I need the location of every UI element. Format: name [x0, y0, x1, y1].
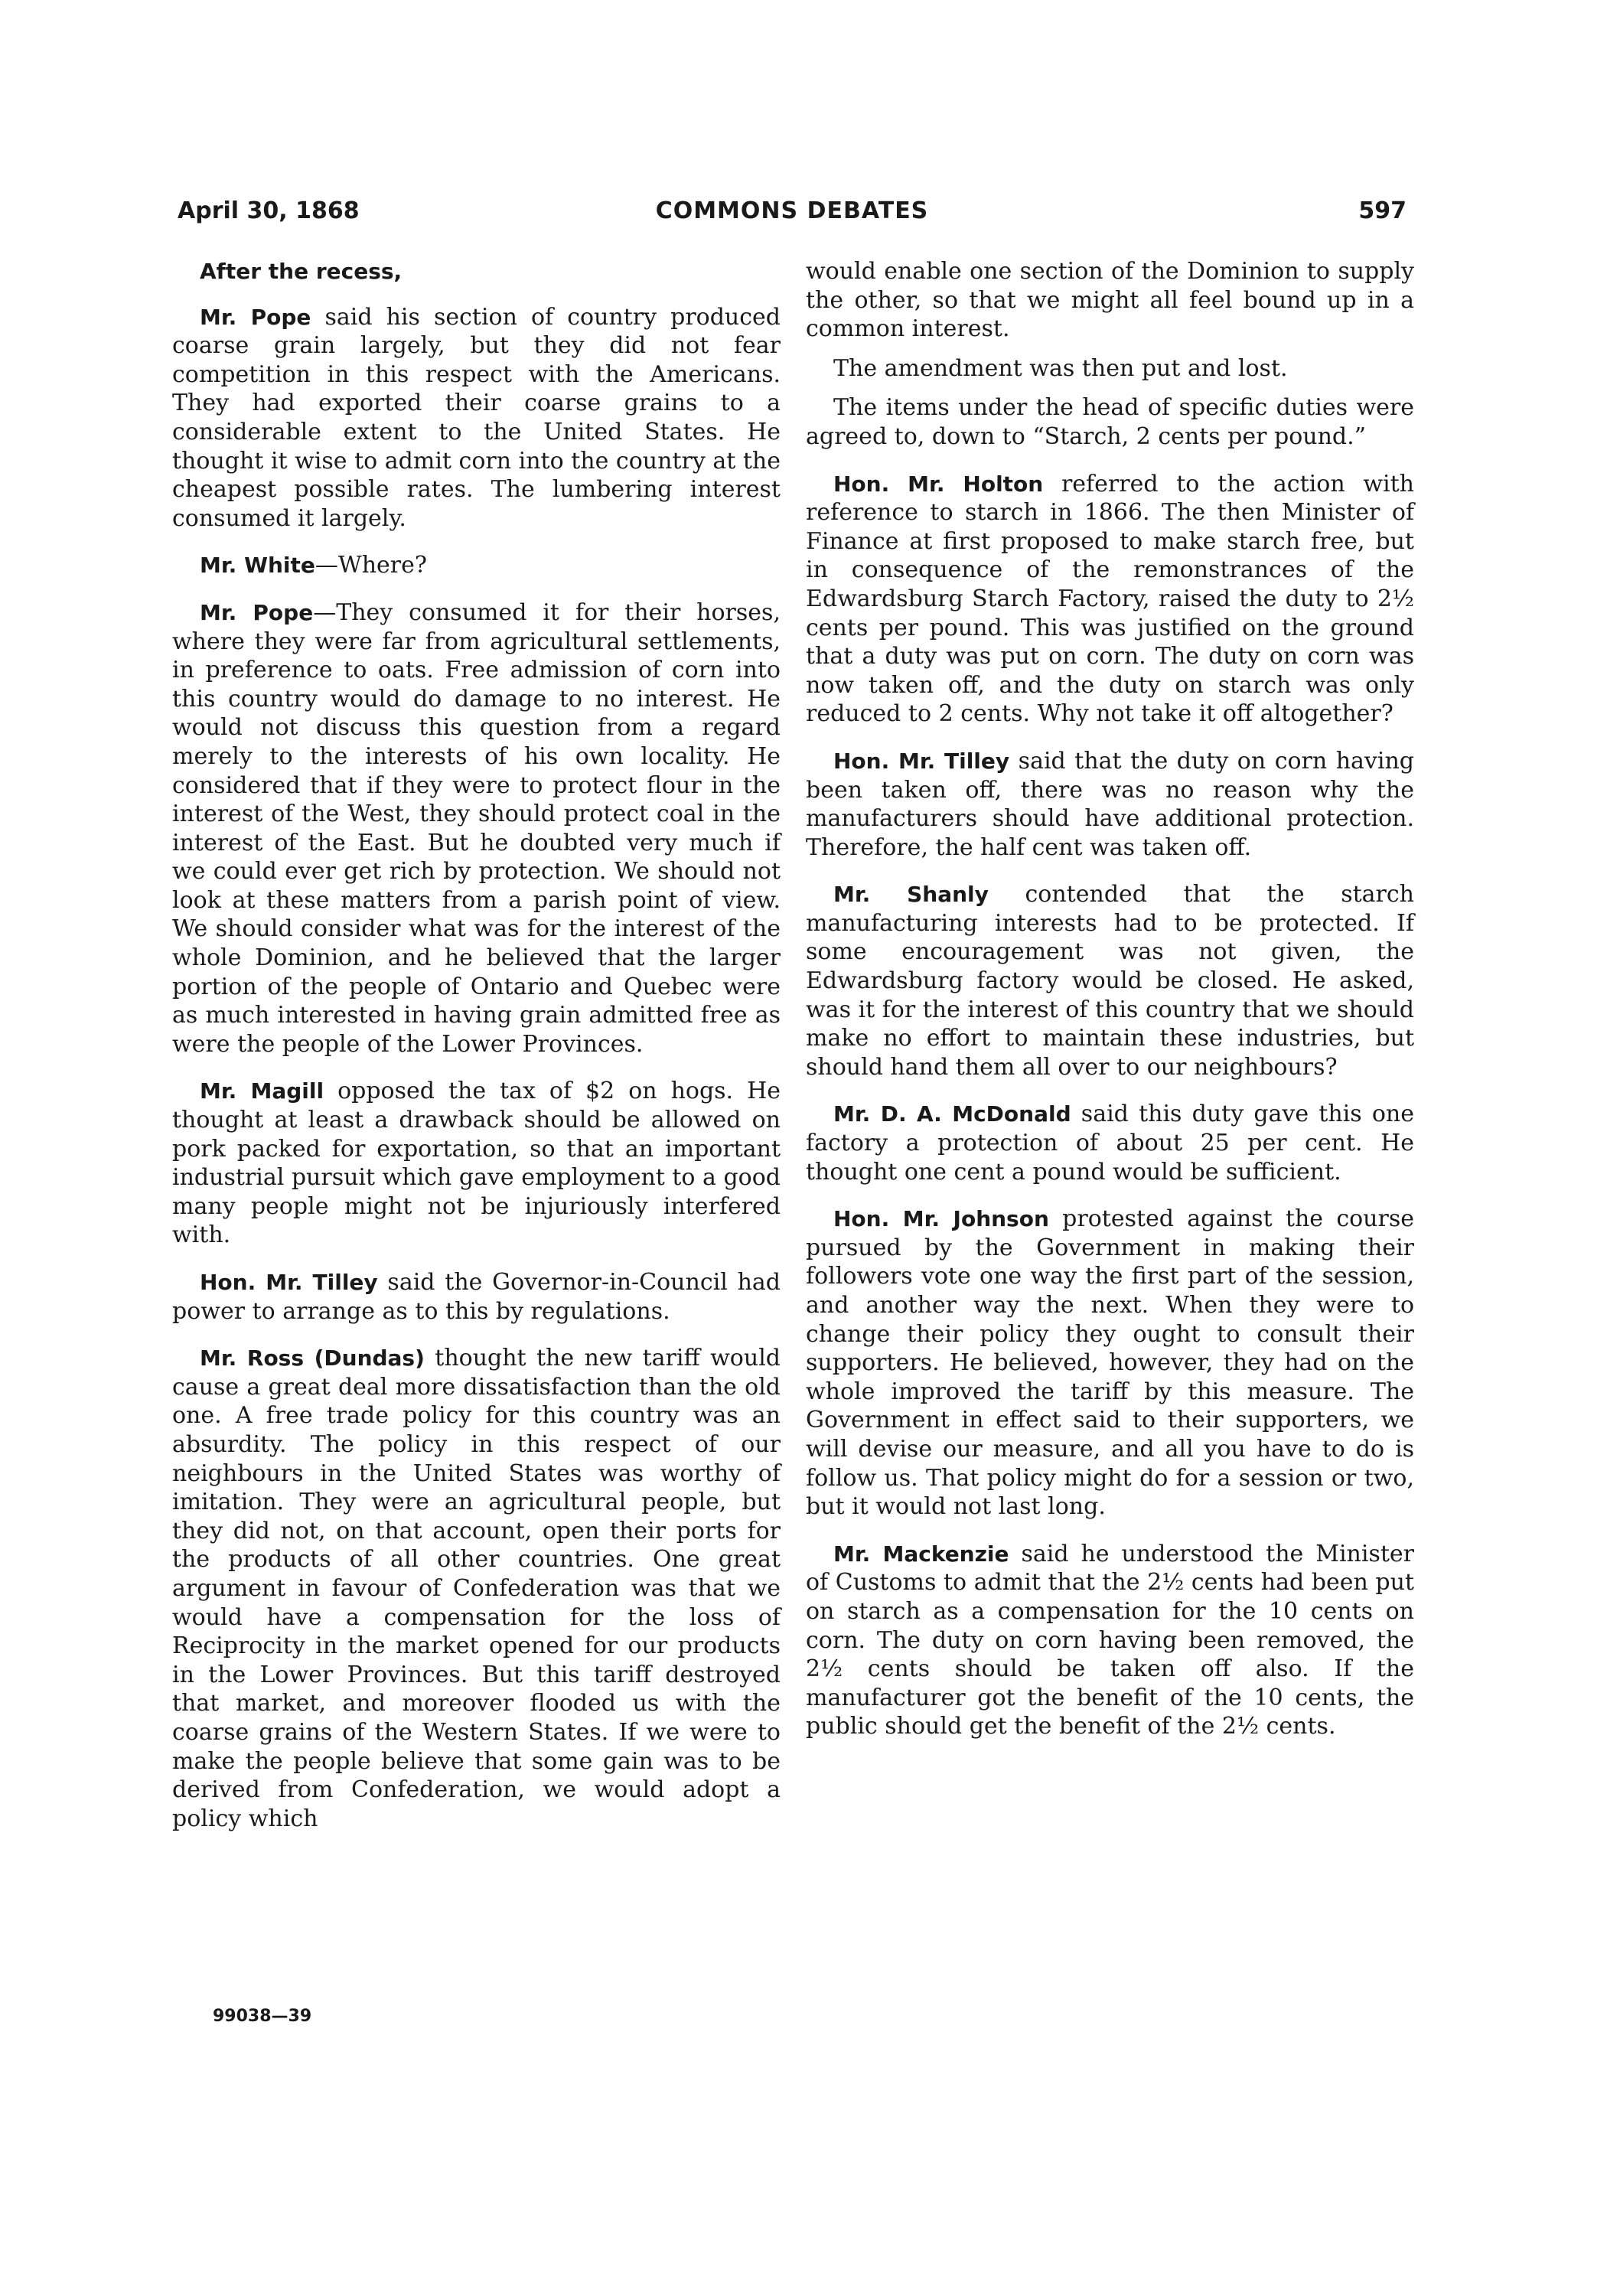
speech-paragraph [172, 551, 781, 580]
speech-paragraph [172, 303, 781, 533]
speech-paragraph [806, 1540, 1414, 1741]
speech-text: protested against the course pursued by the Government in making their followers vote one way the first part of the session, and another way the next. When they were to change their policy they ought to consult their supporters. He believed, however, they had on the whole improved the tariff by this measure. The Government in effect said to their supporters, we will devise our measure, and all you have to do is follow us. That policy might do for a session or two, but it would not last long. [806, 1205, 1414, 1521]
speech-text: said this duty gave this one factory a protection of about 25 per cent. He thought one cent a pound would be sufficient. [806, 1101, 1414, 1186]
speech-paragraph [806, 747, 1414, 862]
speaker-name: Hon. Mr. Tilley [200, 1270, 378, 1295]
continued-paragraph: would enable one section of the Dominion to supply the other, so that we might all feel bound up in a common interest. [806, 258, 1414, 343]
speech-paragraph [806, 1100, 1414, 1186]
narrative-paragraph: The amendment was then put and lost. [833, 354, 1288, 382]
header-date: April 30, 1868 [178, 197, 360, 224]
recess-heading: After the recess, [200, 259, 403, 284]
page-number: 597 [1358, 197, 1407, 224]
speaker-name: Mr. Ross (Dundas) [200, 1345, 425, 1371]
speech-text: contended that the starch manufacturing interests had to be protected. If some encouragement was not given, the Edwardsburg factory would be closed. He asked, was it for the interest of this country that we should make no effort to maintain these industries, but should hand them all over to our neighbours? [806, 881, 1415, 1081]
speaker-name: Hon. Mr. Johnson [833, 1206, 1049, 1232]
speech-paragraph [806, 880, 1414, 1081]
speech-text: —Where? [315, 552, 427, 579]
speech-paragraph [172, 1344, 781, 1833]
speech-text: referred to the action with reference to starch in 1866. The then Minister of Finance at first proposed to make starch free, but in consequence of the remonstrances of the Edwardsburg Starch Factory, raised the duty to 2½ cents per pound. This was justified on the ground that a duty was put on corn. The duty on corn was now taken off, and the duty on starch was only reduced to 2 cents. Why not take it off altogether? [806, 470, 1414, 728]
speech-text: said that the duty on corn having been taken off, there was no reason why the manufacturers should have additional protection. Therefore, the half cent was taken off. [806, 747, 1415, 861]
speaker-name: Mr. Pope [200, 599, 314, 625]
speech-paragraph [806, 1205, 1414, 1521]
speaker-name: Mr. D. A. McDonald [833, 1101, 1071, 1127]
speech-text: thought the new tariff would cause a great deal more dissatisfaction than the old one. A free trade policy for this country was an absurdity. The policy in this respect of our neighbours in the United States was worthy of imitation. They were an agricultural people, but they did not, on that account, open their ports for the products of all other countries. One great argument in favour of Confederation was that we would have a compensation for the loss of Reciprocity in the market opened for our products in the Lower Provinces. But this tariff destroyed that market, and moreover flooded us with the coarse grains of the Western States. If we were to make the people believe that some gain was to be derived from Confederation, we would adopt a policy which [172, 1345, 781, 1832]
right-column [806, 257, 1414, 1760]
speaker-name: Mr. Shanly [833, 882, 989, 908]
speaker-name: Hon. Mr. Tilley [833, 748, 1010, 774]
speech-text: opposed the tax of $2 on hogs. He thought at least a drawback should be allowed on pork packed for exportation, so that an important industrial pursuit which gave employment to a good many people might not be injuriously interfered with. [172, 1078, 781, 1249]
speech-text: said his section of country produced coarse grain largely, but they did not fear competition in this respect with the Americans. They had exported their coarse grains to a considerable extent to the United States. He thought it wise to admit corn into the country at the cheapest possible rates. The lumbering interest consumed it largely. [172, 303, 781, 532]
speech-text: said he understood the Minister of Customs to admit that the 2½ cents had been put on starch as a compensation for the 10 cents on corn. The duty on corn having been removed, the 2½ cents should be taken off also. If the manufacturer got the benefit of the 10 cents, the public should get the benefit of the 2½ cents. [806, 1540, 1414, 1740]
speech-paragraph [172, 598, 781, 1059]
speaker-name: Mr. White [200, 553, 315, 579]
speech-text: —They consumed it for their horses, where they were far from agricultural settlements, in preference to oats. Free admission of corn into this country would do damage to no interest. He would not discuss this question from a regard merely to the interests of his own locality. He considered that if they were to protect flour in the interest of the West, they should protect coal in the interest of the East. But he doubted very much if we could ever get rich by protection. We should not look at these matters from a parish point of view. We should consider what was for the interest of the whole Dominion, and he believed that the larger portion of the people of Ontario and Quebec were as much interested in having grain admitted free as were the people of the Lower Provinces. [172, 598, 781, 1058]
footer-code: 99038—39 [213, 2007, 312, 2026]
speech-text: said the Governor-in-Council had power to arrange as to this by regulations. [172, 1269, 781, 1325]
speech-paragraph [806, 470, 1414, 729]
speech-paragraph [172, 1077, 781, 1250]
narrative-paragraph: The items under the head of specific duties were agreed to, down to “Starch, 2 cents per pound.” [806, 394, 1414, 450]
speaker-name: Hon. Mr. Holton [833, 471, 1044, 497]
speech-paragraph [172, 1268, 781, 1326]
header-title: COMMONS DEBATES [655, 197, 929, 224]
left-column [172, 257, 781, 1851]
speaker-name: Mr. Mackenzie [833, 1541, 1009, 1567]
speaker-name: Mr. Pope [200, 304, 311, 330]
speaker-name: Mr. Magill [200, 1078, 324, 1104]
page-header [178, 197, 1407, 236]
